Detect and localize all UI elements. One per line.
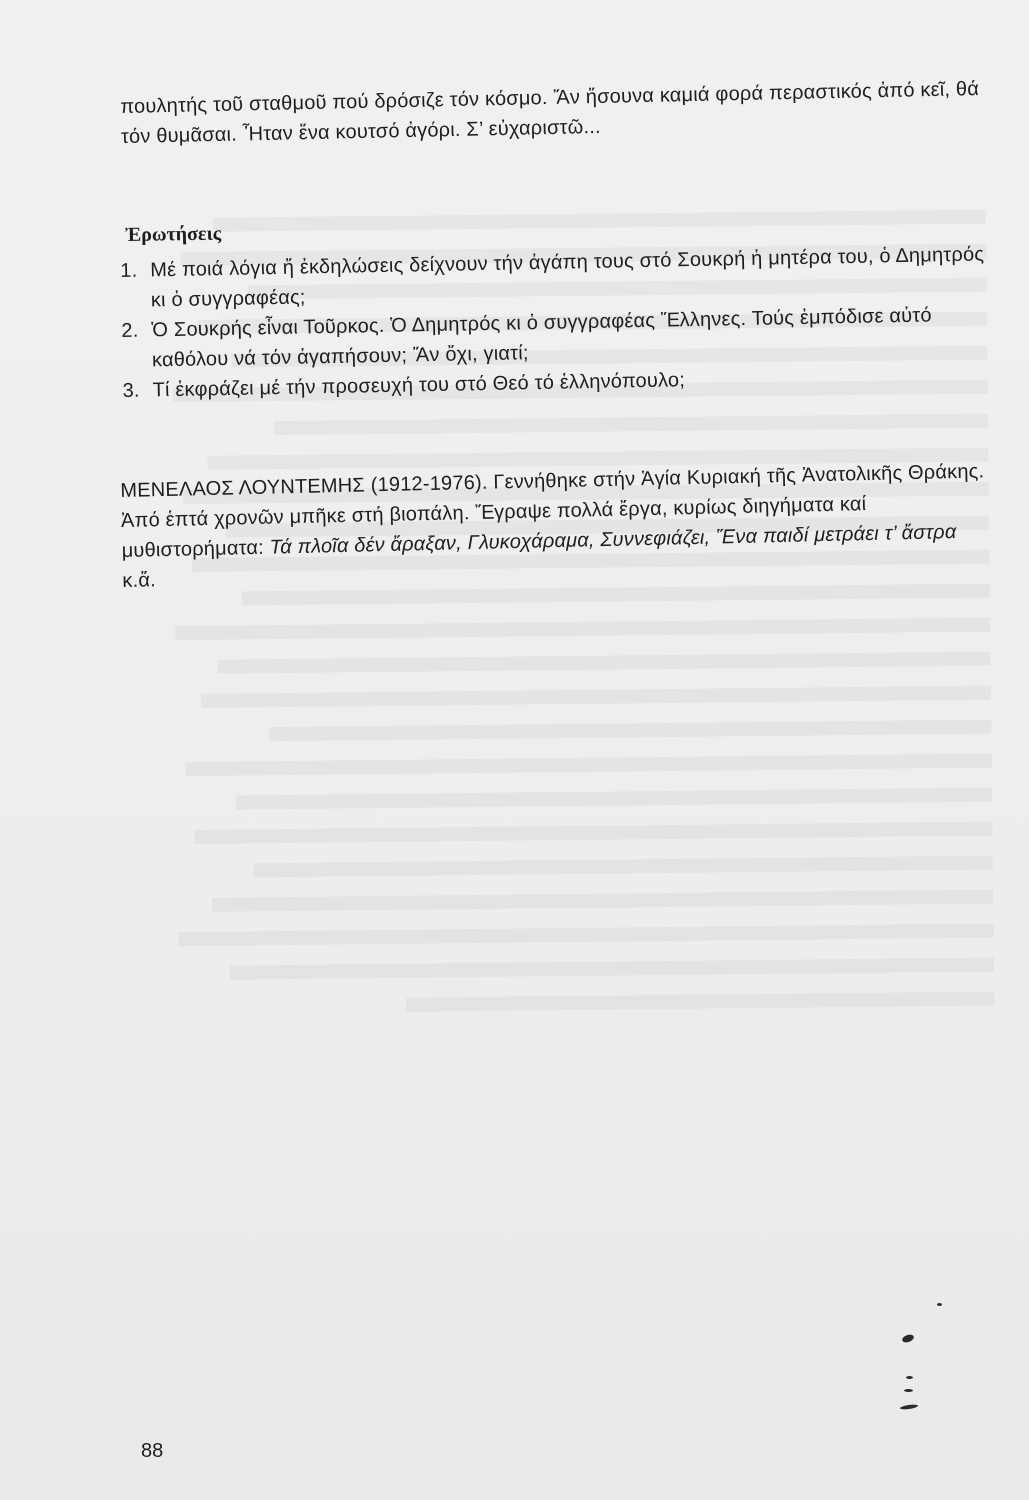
questions-heading: Ἐρωτήσεις — [125, 222, 222, 246]
question-text: Ὁ Σουκρής εἶναι Τοῦρκος. Ὁ Δημητρός κι ὁ συγγραφέας Ἕλληνες. Τούς ἐμπόδισε αὐτό καθόλου νά τόν ἀγαπήσουν; Ἄν ὄχι, γιατί; — [151, 304, 932, 372]
page-number: 88 — [141, 1440, 164, 1462]
question-text: Τί ἐκφράζει μέ τήν προσευχή του στό Θεό τό ἑλληνόπουλο; — [152, 369, 686, 402]
intro-paragraph — [120, 74, 989, 152]
author-biography — [120, 456, 990, 596]
question-number: 2. — [121, 319, 139, 342]
intro-text: πουλητής τοῦ σταθμοῦ πού δρόσιζε τόν κόσμο. Ἄν ἤσουνα καμιά φορά περαστικός ἀπό κεῖ, θά τόν θυμᾶσαι. Ἦταν ἕνα κουτσό ἀγόρι. Σ’ εὐχαριστῶ... — [120, 78, 980, 148]
bio-suffix: κ.ἄ. — [122, 569, 157, 592]
bio-text: ΜΕΝΕΛΑΟΣ ΛΟΥΝΤΕΜΗΣ (1912-1976). Γεννήθηκε στήν Ἁγία Κυριακή τῆς Ἀνατολικῆς Θράκης. Ἀπό ἑπτά χρονῶν μπῆκε στή βιοπάλη. Ἔγραψε πολλά ἔργα, κυρίως διηγήματα καί μυθιστορήματα: — [120, 460, 985, 562]
question-number: 1. — [120, 259, 138, 282]
question-text: Μέ ποιά λόγια ἤ ἐκδηλώσεις δείχνουν τήν ἀγάπη τους στό Σουκρή ἡ μητέρα του, ὁ Δημητρός κι ὁ συγγραφέας; — [150, 243, 985, 312]
question-number: 3. — [122, 379, 140, 402]
bio-works: Τά πλοῖα δέν ἄραξαν, Γλυκοχάραμα, Συννεφιάζει, Ἕνα παιδί μετράει τ’ ἄστρα — [269, 521, 957, 559]
questions-list — [120, 239, 991, 406]
